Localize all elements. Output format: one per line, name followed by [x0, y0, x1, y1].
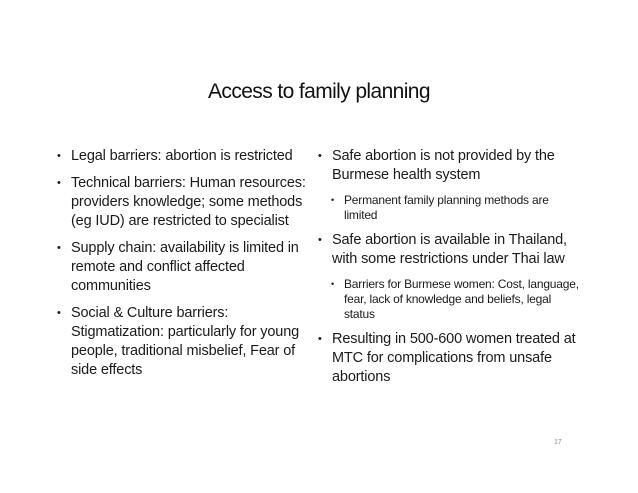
bullet-icon: • [57, 242, 61, 254]
slide-title: Access to family planning [208, 80, 430, 103]
bullet-text: Technical barriers: Human resources: providers knowledge; some methods (eg IUD) are restricted to specialist [71, 175, 306, 229]
sub-bullet-icon: • [331, 279, 334, 289]
sub-bullet-list [318, 193, 583, 223]
bullet-icon: • [57, 177, 61, 189]
bullet-text: Resulting in 500-600 women treated at MTC for complications from unsafe abortions [332, 331, 576, 385]
bullet-text: Social & Culture barriers: Stigmatization: particularly for young people, traditional misbelief, Fear of side effects [71, 305, 300, 378]
bullet-icon: • [57, 150, 61, 162]
bullet-icon: • [318, 150, 322, 162]
sub-bullet-icon: • [331, 195, 334, 205]
right-column [318, 147, 583, 395]
bullet-icon: • [318, 333, 322, 345]
bullet-text: Supply chain: availability is limited in remote and conflict affected communities [71, 240, 299, 294]
sub-bullet-list [318, 277, 583, 322]
left-column [57, 147, 319, 388]
sub-list-wrapper [318, 193, 583, 223]
bullet-safe-abortion-burma [318, 147, 583, 185]
bullet-safe-abortion-thailand [318, 231, 583, 269]
right-bullet-list [318, 147, 583, 387]
sub-bullet-text: Permanent family planning methods are limited [344, 193, 549, 222]
sub-bullet-burmese-women-barriers [318, 277, 583, 322]
sub-list-wrapper [318, 277, 583, 322]
bullet-icon: • [57, 307, 61, 319]
bullet-text: Safe abortion is not provided by the Burmese health system [332, 148, 555, 183]
page-number: 17 [554, 439, 562, 446]
bullet-text: Legal barriers: abortion is restricted [71, 148, 293, 164]
sub-bullet-text: Barriers for Burmese women: Cost, language, fear, lack of knowledge and beliefs, legal status [344, 277, 579, 321]
bullet-social-culture-barriers [57, 304, 319, 380]
bullet-legal-barriers [57, 147, 319, 166]
bullet-mtc-complications [318, 330, 583, 387]
bullet-supply-chain [57, 239, 319, 296]
sub-bullet-permanent-fp [318, 193, 583, 223]
bullet-technical-barriers [57, 174, 319, 231]
bullet-icon: • [318, 234, 322, 246]
bullet-text: Safe abortion is available in Thailand, with some restrictions under Thai law [332, 232, 567, 267]
left-bullet-list [57, 147, 319, 380]
